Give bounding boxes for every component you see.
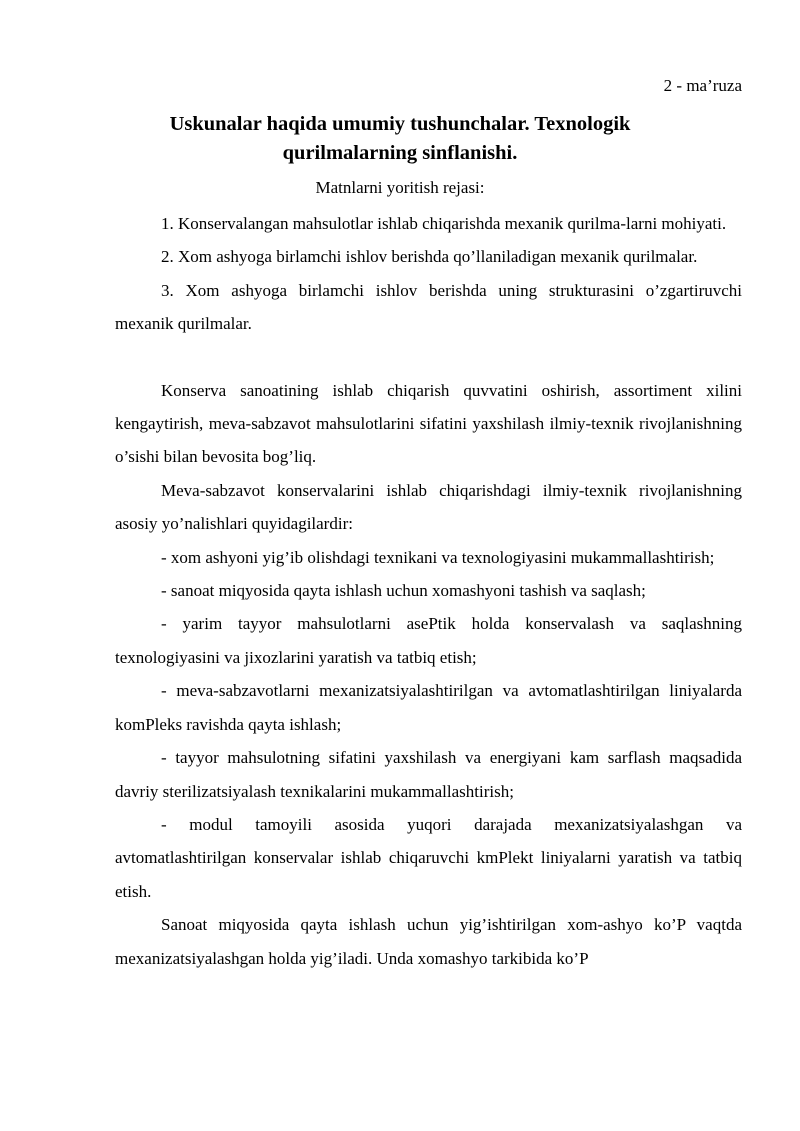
- document-title: [115, 110, 685, 168]
- plan-item-2: 2. Xom ashyoga birlamchi ishlov berishda qo’llaniladigan mexanik qurilmalar.: [161, 247, 698, 267]
- paragraph-directions: Meva-sabzavot konservalarini ishlab chiqarishdagi ilmiy-texnik rivojlanishning asosiy yo’nalishlari quyidagilardir:: [115, 480, 742, 534]
- title-line-2: qurilmalarning sinflanishi.: [282, 142, 518, 164]
- paragraph-raw-material: Sanoat miqyosida qayta ishlash uchun yig’ishtirilgan xom-ashyo ko’P vaqtda mexanizatsiyalashgan holda yig’iladi. Unda xomashyo tarkibida ko’P: [115, 915, 742, 968]
- plan-heading: Matnlarni yoritish rejasi:: [315, 178, 485, 197]
- list-item-4: - meva-sabzavotlarni mexanizatsiyalashtirilgan va avtomatlashtirilgan liniyalarda komPleks ravishda qayta ishlash;: [115, 681, 742, 734]
- title-line-1: Uskunalar haqida umumiy tushunchalar. Texnologik: [169, 113, 631, 135]
- lecture-number: 2 - ma’ruza: [663, 76, 742, 95]
- list-item-1: - xom ashyoni yig’ib olishdagi texnikani va texnologiyasini mukammallashtirish;: [161, 547, 715, 567]
- paragraph-intro: Konserva sanoatining ishlab chiqarish quvvatini oshirish, assortiment xilini kengaytirish, meva-sabzavot mahsulotlarini sifatini yaxshilash ilmiy-texnik rivojlanishning o’sishi bilan bevosita bog’liq.: [115, 380, 742, 467]
- document-body: [115, 207, 742, 975]
- list-item-6: - modul tamoyili asosida yuqori darajada mexanizatsiyalashgan va avtomatlashtirilgan konservalar ishlab chiqaruvchi kmPlekt liniyalarni yaratish va tatbiq etish.: [115, 814, 742, 901]
- list-item-2: - sanoat miqyosida qayta ishlash uchun xomashyoni tashish va saqlash;: [161, 581, 646, 601]
- plan-item-3: 3. Xom ashyoga birlamchi ishlov berishda uning strukturasini o’zgartiruvchi mexanik qurilmalar.: [115, 280, 742, 334]
- list-item-3: - yarim tayyor mahsulotlarni asePtik holda konservalash va saqlashning texnologiyasini va jixozlarini yaratish va tatbiq etish;: [115, 614, 742, 667]
- list-item-5: - tayyor mahsulotning sifatini yaxshilash va energiyani kam sarflash maqsadida davriy sterilizatsiyalash texnikalarini mukammallashtirish;: [115, 748, 742, 801]
- plan-item-1: 1. Konservalangan mahsulotlar ishlab chiqarishda mexanik qurilma-larni mohiyati.: [161, 214, 727, 233]
